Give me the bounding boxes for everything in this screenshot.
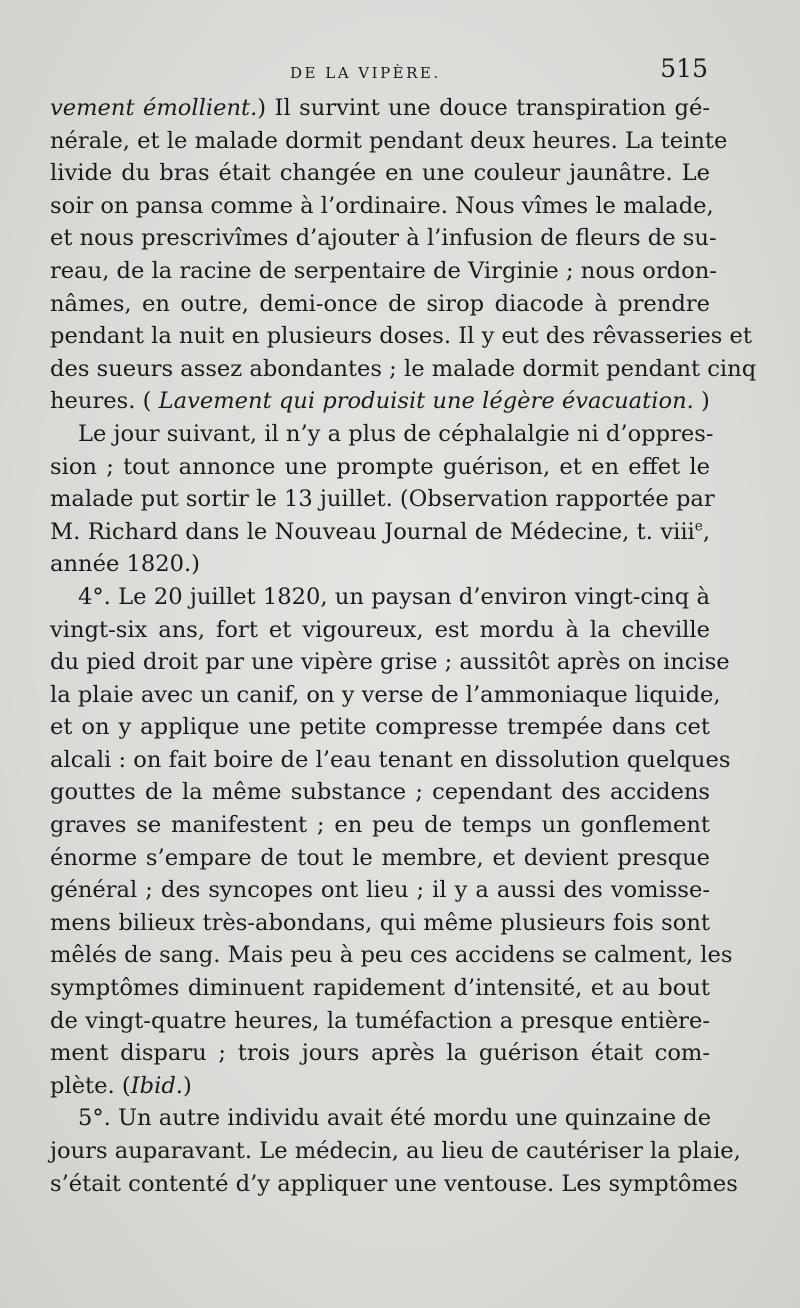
text-segment: nérale, et le malade dormit pendant deux heures. La teinte bbox=[50, 127, 728, 154]
text-segment: reau, de la racine de serpentaire de Virginie ; nous ordon- bbox=[50, 257, 717, 284]
text-segment: mens bilieux très-abondans, qui même plusieurs fois sont bbox=[50, 909, 710, 936]
text-segment: année 1820.) bbox=[50, 551, 200, 578]
text-segment: livide du bras était changée en une couleur jaunâtre. Le bbox=[50, 160, 710, 187]
text-segment: ) bbox=[182, 1072, 192, 1099]
text-segment: et on y applique une petite compresse trempée dans cet bbox=[50, 714, 710, 741]
text-segment: viii bbox=[660, 518, 695, 545]
text-segment: plète. ( bbox=[50, 1072, 131, 1099]
superscript-text: e bbox=[694, 518, 703, 535]
text-segment: nâmes, en outre, demi-once de sirop diacode à prendre bbox=[50, 290, 710, 317]
text-segment: la plaie avec un canif, on y verse de l’ammoniaque liquide, bbox=[50, 681, 721, 708]
text-segment: pendant la nuit en plusieurs doses. Il y eut des rêvasseries et bbox=[50, 323, 752, 350]
text-line bbox=[50, 516, 710, 549]
text-line bbox=[50, 255, 717, 288]
text-line bbox=[50, 842, 710, 875]
paragraph-first-line bbox=[50, 418, 714, 451]
text-segment: gouttes de la même substance ; cependant des accidens bbox=[50, 779, 710, 806]
text-segment: vingt-six ans, fort et vigoureux, est mordu à la cheville bbox=[50, 616, 710, 643]
text-line bbox=[50, 1005, 710, 1038]
text-line bbox=[50, 614, 710, 647]
text-segment: jours auparavant. Le médecin, au lieu de cautériser la plaie, bbox=[50, 1138, 741, 1164]
text-segment: symptômes diminuent rapidement d’intensité, et au bout bbox=[50, 975, 710, 1002]
text-segment: graves se manifestent ; en peu de temps un gonflement bbox=[50, 812, 710, 839]
text-segment: ment disparu ; trois jours après la guérison était com- bbox=[50, 1040, 710, 1067]
text-segment: sion ; tout annonce une prompte guérison, et en effet le bbox=[50, 453, 710, 480]
text-line bbox=[50, 1168, 738, 1201]
text-line bbox=[50, 92, 710, 125]
text-segment: du pied droit par une vipère grise ; aussitôt après on incise bbox=[50, 649, 730, 676]
text-line bbox=[50, 320, 752, 353]
text-segment: soir on pansa comme à l’ordinaire. Nous vîmes le malade, bbox=[50, 192, 714, 219]
text-segment: de vingt-quatre heures, la tuméfaction a presque entière- bbox=[50, 1007, 710, 1034]
text-segment: 4°. Le 20 juillet 1820, un paysan d’environ vingt-cinq à bbox=[78, 583, 710, 610]
text-segment: général ; des syncopes ont lieu ; il y a aussi des vomisse- bbox=[50, 877, 710, 904]
text-line bbox=[50, 353, 757, 386]
text-segment: malade put sortir le 13 juillet. (Observation rapportée par bbox=[50, 486, 715, 513]
text-line bbox=[50, 874, 710, 907]
text-segment: ) Il survint une douce transpiration gé- bbox=[257, 95, 710, 121]
text-line bbox=[50, 157, 710, 190]
text-line bbox=[50, 1135, 741, 1168]
text-line bbox=[50, 939, 733, 972]
text-line bbox=[50, 1037, 710, 1070]
text-line bbox=[50, 125, 728, 158]
text-segment: heures. ( bbox=[50, 388, 159, 415]
text-line bbox=[50, 222, 717, 255]
text-line bbox=[50, 190, 714, 223]
text-line bbox=[50, 646, 730, 679]
text-line bbox=[50, 744, 731, 777]
page-header bbox=[50, 54, 710, 94]
text-segment: M. Richard dans le Nouveau Journal de Médecine, t. bbox=[50, 518, 661, 545]
paragraph-first-line bbox=[50, 1102, 710, 1135]
text-segment: des sueurs assez abondantes ; le malade dormit pendant cinq bbox=[50, 355, 757, 382]
page-number: 515 bbox=[660, 54, 708, 83]
text-segment: et nous prescrivîmes d’ajouter à l’infusion de fleurs de su- bbox=[50, 225, 717, 252]
text-line bbox=[50, 451, 710, 484]
text-line bbox=[50, 483, 715, 516]
text-line bbox=[50, 907, 710, 940]
text-segment: ) bbox=[693, 388, 710, 415]
text-segment: , bbox=[702, 518, 710, 545]
text-line bbox=[50, 548, 710, 581]
text-line bbox=[50, 711, 710, 744]
text-segment: Le jour suivant, il n’y a plus de céphalalgie ni d’oppres- bbox=[78, 420, 714, 447]
text-segment: 5°. Un autre individu avait été mordu une quinzaine de bbox=[78, 1105, 712, 1132]
text-segment: énorme s’empare de tout le membre, et devient presque bbox=[50, 844, 710, 871]
italic-text: Lavement qui produisit une légère évacuation. bbox=[158, 388, 694, 415]
text-line bbox=[50, 679, 721, 712]
paragraph-first-line bbox=[50, 581, 710, 614]
text-line bbox=[50, 809, 710, 842]
text-line bbox=[50, 385, 710, 418]
body-text bbox=[50, 92, 757, 1200]
text-line bbox=[50, 288, 710, 321]
text-line bbox=[50, 776, 710, 809]
running-head: DE LA VIPÈRE. bbox=[290, 64, 441, 82]
text-line bbox=[50, 1070, 710, 1103]
text-segment: s’était contenté d’y appliquer une ventouse. Les symptômes bbox=[50, 1170, 738, 1197]
text-line bbox=[50, 972, 710, 1005]
italic-text: Ibid. bbox=[130, 1072, 183, 1099]
text-segment: mêlés de sang. Mais peu à peu ces accidens se calment, les bbox=[50, 942, 733, 969]
italic-text: vement émollient. bbox=[50, 95, 258, 121]
text-segment: alcali : on fait boire de l’eau tenant en dissolution quelques bbox=[50, 746, 731, 773]
